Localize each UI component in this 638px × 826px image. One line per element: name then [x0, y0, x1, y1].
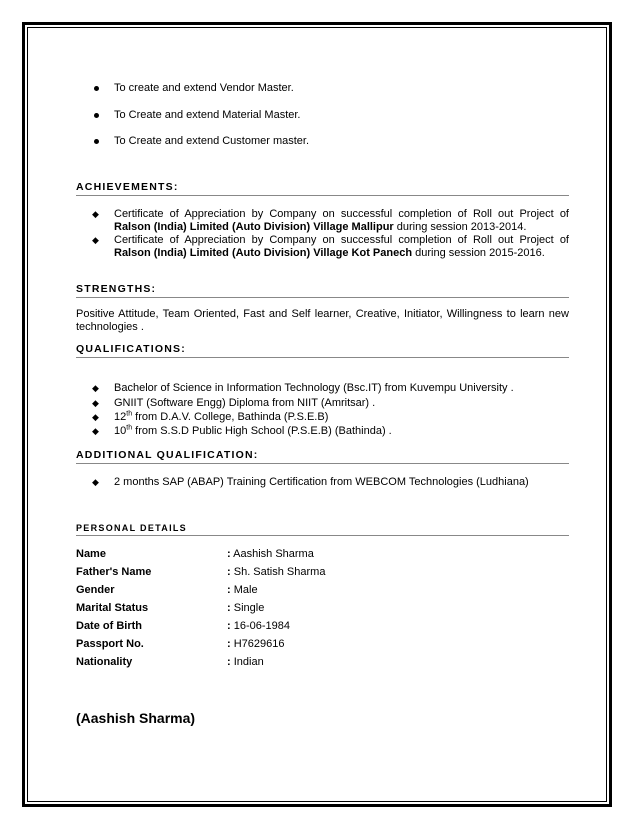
achievement-text: Certificate of Appreciation by Company on successful completion of Roll out Project of Ralson (India) Limited (Auto Division) Village Mallipur during session 2013-2014.	[114, 208, 569, 233]
section-heading-additional-qualification: ADDITIONAL QUALIFICATION:	[76, 449, 569, 464]
table-row: Gender : Male	[76, 584, 258, 596]
qualification-text: Bachelor of Science in Information Technology (Bsc.IT) from Kuvempu University .	[114, 382, 514, 394]
bullet-dot-icon	[94, 86, 99, 91]
section-heading-strengths: STRENGTHS:	[76, 283, 569, 298]
strengths-text: Positive Attitude, Team Oriented, Fast and Self learner, Creative, Initiator, Willingness to learn new technologies .	[76, 308, 569, 333]
table-row: Father's Name : Sh. Satish Sharma	[76, 566, 326, 578]
table-row: Nationality : Indian	[76, 656, 264, 668]
diamond-bullet-icon: ◆	[92, 383, 99, 393]
diamond-bullet-icon: ◆	[92, 235, 99, 245]
signature-name: (Aashish Sharma)	[76, 710, 196, 726]
bullet-dot-icon	[94, 139, 99, 144]
table-row: Marital Status : Single	[76, 602, 265, 614]
section-heading-achievements: ACHIEVEMENTS:	[76, 181, 569, 196]
qualification-text: 10th from S.S.D Public High School (P.S.E.B) (Bathinda) .	[114, 424, 392, 437]
bullet-dot-icon	[94, 113, 99, 118]
table-row: Date of Birth : 16-06-1984	[76, 620, 291, 632]
table-row: Name : Aashish Sharma	[76, 548, 314, 560]
diamond-bullet-icon: ◆	[92, 209, 99, 219]
diamond-bullet-icon: ◆	[92, 412, 99, 422]
qualification-text: 12th from D.A.V. College, Bathinda (P.S.E.B)	[114, 410, 329, 423]
diamond-bullet-icon: ◆	[92, 398, 99, 408]
diamond-bullet-icon: ◆	[92, 477, 99, 487]
table-row: Passport No. : H7629616	[76, 638, 285, 650]
achievement-text: Certificate of Appreciation by Company on successful completion of Roll out Project of Ralson (India) Limited (Auto Division) Village Kot Panech during session 2015-2016.	[114, 234, 569, 259]
diamond-bullet-icon: ◆	[92, 426, 99, 436]
qualification-text: GNIIT (Software Engg) Diploma from NIIT (Amritsar) .	[114, 397, 376, 409]
section-heading-qualifications: QUALIFICATIONS:	[76, 343, 569, 358]
section-heading-personal-details: PERSONAL DETAILS	[76, 523, 569, 536]
